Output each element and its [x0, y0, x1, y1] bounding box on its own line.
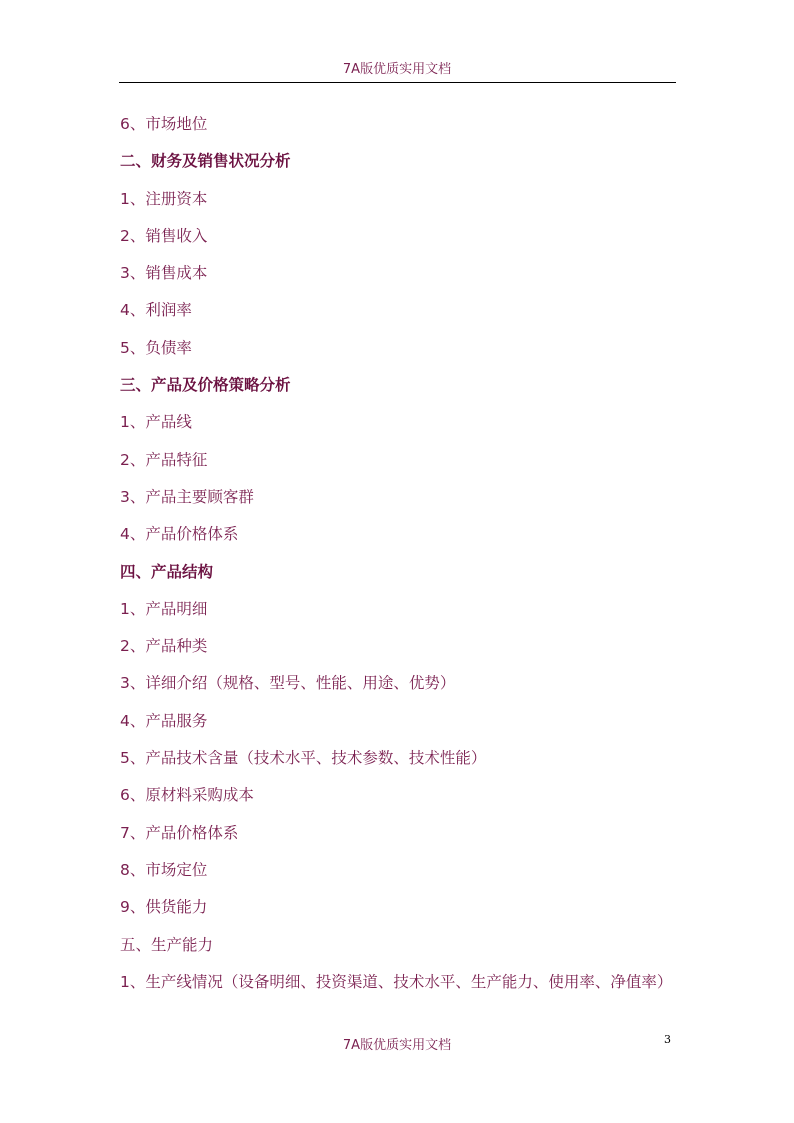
header-divider [119, 82, 676, 83]
section-heading: 二、财务及销售状况分析 [120, 152, 291, 171]
list-item: 8、市场定位 [120, 860, 208, 879]
list-item: 6、市场地位 [120, 115, 208, 133]
list-item: 1、产品线 [120, 413, 192, 432]
list-item: 4、利润率 [120, 301, 192, 320]
list-item: 2、产品种类 [120, 637, 208, 656]
list-item: 1、产品明细 [120, 599, 208, 618]
section-heading: 四、产品结构 [120, 562, 214, 581]
page-header-title: 7A版优质实用文档 [342, 62, 452, 77]
list-item: 7、产品价格体系 [120, 823, 239, 842]
list-item: 4、产品服务 [120, 711, 208, 730]
list-item: 6、原材料采购成本 [120, 786, 254, 805]
list-item: 五、生产能力 [120, 935, 214, 954]
list-item: 3、销售成本 [120, 264, 208, 283]
list-item: 5、产品技术含量（技术水平、技术参数、技术性能） [120, 749, 487, 768]
list-item: 9、供货能力 [120, 898, 208, 917]
list-item: 4、产品价格体系 [120, 525, 239, 544]
page-number: 3 [664, 1033, 671, 1046]
list-item: 1、注册资本 [120, 189, 208, 208]
document-body [120, 113, 700, 1008]
list-item: 5、负债率 [120, 338, 192, 357]
list-item: 2、产品特征 [120, 450, 208, 469]
list-item: 3、产品主要顾客群 [120, 487, 254, 506]
list-item: 2、销售收入 [120, 226, 208, 245]
page-footer-title: 7A版优质实用文档 [342, 1038, 452, 1053]
section-heading: 三、产品及价格策略分析 [120, 376, 291, 395]
list-item: 3、详细介绍（规格、型号、性能、用途、优势） [120, 674, 456, 693]
list-item: 1、生产线情况（设备明细、投资渠道、技术水平、生产能力、使用率、净值率） [120, 972, 673, 991]
